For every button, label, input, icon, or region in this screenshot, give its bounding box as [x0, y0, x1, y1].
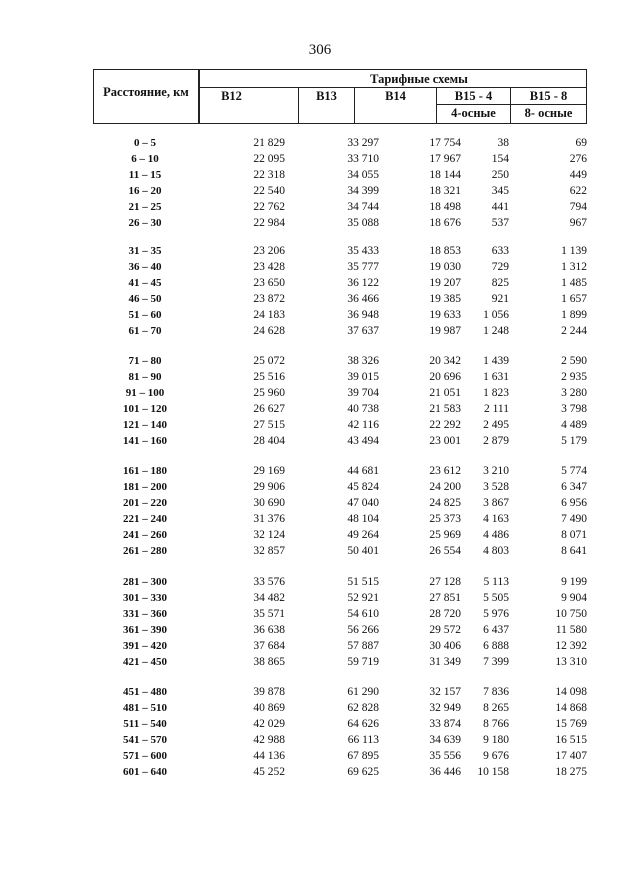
distance-group [0, 355, 640, 452]
b15-8-cell: 5 774 [561, 465, 587, 477]
distance-cell: 301 – 330 [123, 592, 167, 605]
distance-cell: 21 – 25 [128, 201, 162, 214]
b14-cell: 32 949 [429, 702, 461, 715]
b12-cell: 28 404 [253, 435, 285, 448]
b14-cell: 29 572 [429, 624, 461, 637]
distance-cell: 51 – 60 [128, 309, 162, 322]
b13-cell: 50 401 [347, 545, 379, 558]
b15-8-cell: 14 098 [555, 686, 587, 698]
b12-cell: 37 684 [253, 640, 285, 653]
b12-cell: 22 984 [253, 217, 285, 230]
b15-8-cell: 622 [569, 185, 587, 198]
distance-cell: 101 – 120 [123, 403, 167, 416]
b15-4-cell: 9 676 [483, 750, 509, 763]
distance-group [0, 245, 640, 342]
b15-8-cell: 449 [569, 169, 587, 182]
b14-cell: 27 851 [429, 592, 461, 605]
b15-4-cell: 8 766 [483, 718, 509, 731]
b13-cell: 35 777 [347, 261, 379, 274]
b15-4-cell: 9 180 [483, 734, 509, 747]
b14-cell: 27 128 [429, 576, 461, 588]
b12-cell: 23 428 [253, 261, 285, 274]
b13-cell: 61 290 [347, 686, 379, 698]
b13-cell: 37 637 [347, 325, 379, 338]
b15-4-cell: 825 [491, 277, 509, 290]
b12-cell: 24 628 [253, 325, 285, 338]
b14-cell: 30 406 [429, 640, 461, 653]
b13-cell: 40 738 [347, 403, 379, 416]
b15-4-cell: 4 803 [483, 545, 509, 558]
distance-cell: 0 – 5 [134, 137, 156, 149]
b14-cell: 18 321 [429, 185, 461, 198]
table-row [0, 656, 640, 672]
b15-4-cell: 1 631 [483, 371, 509, 384]
distance-cell: 361 – 390 [123, 624, 167, 637]
b15-8-cell: 9 904 [561, 592, 587, 605]
table-row [0, 435, 640, 451]
b12-cell: 29 906 [253, 481, 285, 494]
b15-8-cell: 6 956 [561, 497, 587, 510]
table-row [0, 624, 640, 640]
b15-8-cell: 7 490 [561, 513, 587, 526]
b13-cell: 62 828 [347, 702, 379, 715]
distance-cell: 481 – 510 [123, 702, 167, 715]
b14-cell: 18 144 [429, 169, 461, 182]
header-b15-4: В15 - 4 [454, 89, 493, 103]
b12-cell: 44 136 [253, 750, 285, 763]
b13-cell: 52 921 [347, 592, 379, 605]
b13-cell: 34 055 [347, 169, 379, 182]
b13-cell: 51 515 [347, 576, 379, 588]
b15-8-cell: 2 590 [561, 355, 587, 367]
b15-4-cell: 154 [491, 153, 509, 166]
b15-4-cell: 5 976 [483, 608, 509, 621]
b15-4-cell: 1 248 [483, 325, 509, 338]
b14-cell: 19 987 [429, 325, 461, 338]
b15-8-cell: 8 641 [561, 545, 587, 558]
header-b13: В13 [316, 89, 337, 103]
b13-cell: 39 704 [347, 387, 379, 400]
distance-group [0, 465, 640, 562]
b12-cell: 31 376 [253, 513, 285, 526]
b14-cell: 17 967 [429, 153, 461, 166]
b13-cell: 35 088 [347, 217, 379, 230]
distance-cell: 26 – 30 [128, 217, 162, 230]
b12-cell: 35 571 [253, 608, 285, 621]
b13-cell: 59 719 [347, 656, 379, 669]
distance-cell: 281 – 300 [123, 576, 167, 588]
distance-cell: 91 – 100 [125, 387, 165, 400]
b15-4-cell: 2 495 [483, 419, 509, 432]
b13-cell: 42 116 [347, 419, 379, 432]
b13-cell: 64 626 [347, 718, 379, 731]
b12-cell: 22 540 [253, 185, 285, 198]
b13-cell: 48 104 [347, 513, 379, 526]
b15-4-cell: 633 [491, 245, 509, 257]
header-b15-8: В15 - 8 [529, 89, 568, 103]
b15-8-cell: 2 244 [561, 325, 587, 338]
b14-cell: 21 051 [429, 387, 461, 400]
b12-cell: 39 878 [253, 686, 285, 698]
header-divider [198, 87, 586, 88]
b14-cell: 34 639 [429, 734, 461, 747]
b15-8-cell: 3 798 [561, 403, 587, 416]
b12-cell: 21 829 [253, 137, 285, 149]
b15-8-cell: 13 310 [555, 656, 587, 669]
b12-cell: 26 627 [253, 403, 285, 416]
b12-cell: 25 516 [253, 371, 285, 384]
b15-4-cell: 1 056 [483, 309, 509, 322]
b15-4-cell: 5 113 [483, 576, 509, 588]
b14-cell: 22 292 [429, 419, 461, 432]
table-row [0, 261, 640, 277]
b12-cell: 32 124 [253, 529, 285, 542]
b12-cell: 33 576 [253, 576, 285, 588]
b15-8-cell: 12 392 [555, 640, 587, 653]
distance-cell: 81 – 90 [128, 371, 162, 384]
b15-8-cell: 4 489 [561, 419, 587, 432]
b15-8-cell: 2 935 [561, 371, 587, 384]
distance-cell: 601 – 640 [123, 766, 167, 779]
b15-8-cell: 794 [569, 201, 587, 214]
b15-4-cell: 8 265 [483, 702, 509, 715]
table-row [0, 608, 640, 624]
b15-4-cell: 1 439 [483, 355, 509, 367]
b13-cell: 43 494 [347, 435, 379, 448]
b14-cell: 33 874 [429, 718, 461, 731]
b15-8-cell: 10 750 [555, 608, 587, 621]
distance-cell: 451 – 480 [123, 686, 167, 698]
b13-cell: 34 744 [347, 201, 379, 214]
distance-cell: 161 – 180 [123, 465, 167, 477]
table-row [0, 201, 640, 217]
b14-cell: 20 696 [429, 371, 461, 384]
b15-8-cell: 1 312 [561, 261, 587, 274]
distance-cell: 16 – 20 [128, 185, 162, 198]
b12-cell: 25 960 [253, 387, 285, 400]
b15-4-cell: 3 210 [483, 465, 509, 477]
table-row [0, 169, 640, 185]
table-row [0, 137, 640, 153]
b12-cell: 27 515 [253, 419, 285, 432]
b15-8-cell: 1 899 [561, 309, 587, 322]
b15-8-cell: 1 485 [561, 277, 587, 290]
b14-cell: 20 342 [429, 355, 461, 367]
header-b15-8-sub: 8- осные [524, 106, 573, 120]
table-row [0, 355, 640, 371]
distance-cell: 391 – 420 [123, 640, 167, 653]
table-row [0, 217, 640, 233]
b15-4-cell: 6 888 [483, 640, 509, 653]
distance-cell: 36 – 40 [128, 261, 162, 274]
table-row [0, 766, 640, 782]
b13-cell: 54 610 [347, 608, 379, 621]
table-row [0, 592, 640, 608]
b15-8-cell: 18 275 [555, 766, 587, 779]
table-row [0, 718, 640, 734]
b15-4-cell: 10 158 [477, 766, 509, 779]
b12-cell: 23 206 [253, 245, 285, 257]
b15-8-cell: 17 407 [555, 750, 587, 763]
b15-8-cell: 8 071 [561, 529, 587, 542]
b15-4-cell: 38 [497, 137, 509, 149]
distance-cell: 71 – 80 [128, 355, 162, 367]
distance-cell: 61 – 70 [128, 325, 162, 338]
b15-4-cell: 250 [491, 169, 509, 182]
b14-cell: 21 583 [429, 403, 461, 416]
b14-cell: 28 720 [429, 608, 461, 621]
table-row [0, 293, 640, 309]
table-row [0, 185, 640, 201]
b12-cell: 42 029 [253, 718, 285, 731]
b12-cell: 40 869 [253, 702, 285, 715]
header-b12: В12 [221, 89, 242, 103]
b13-cell: 47 040 [347, 497, 379, 510]
b15-8-cell: 69 [575, 137, 587, 149]
b15-8-cell: 9 199 [561, 576, 587, 588]
b15-4-cell: 5 505 [483, 592, 509, 605]
table-row [0, 734, 640, 750]
b15-8-cell: 15 769 [555, 718, 587, 731]
distance-cell: 421 – 450 [123, 656, 167, 669]
b12-cell: 24 183 [253, 309, 285, 322]
distance-cell: 571 – 600 [123, 750, 167, 763]
b13-cell: 33 710 [347, 153, 379, 166]
b14-cell: 19 633 [429, 309, 461, 322]
table-row [0, 309, 640, 325]
b14-cell: 24 200 [429, 481, 461, 494]
b12-cell: 23 872 [253, 293, 285, 306]
b13-cell: 36 466 [347, 293, 379, 306]
b12-cell: 22 095 [253, 153, 285, 166]
distance-group [0, 576, 640, 673]
b12-cell: 32 857 [253, 545, 285, 558]
table-row [0, 702, 640, 718]
distance-group [0, 686, 640, 783]
b14-cell: 26 554 [429, 545, 461, 558]
b14-cell: 23 001 [429, 435, 461, 448]
table-row [0, 529, 640, 545]
b15-4-cell: 4 486 [483, 529, 509, 542]
header-b14: В14 [385, 89, 406, 103]
distance-group [0, 137, 640, 234]
table-row [0, 371, 640, 387]
b15-4-cell: 729 [491, 261, 509, 274]
b15-8-cell: 1 139 [561, 245, 587, 257]
b13-cell: 66 113 [347, 734, 379, 747]
table-row [0, 465, 640, 481]
b14-cell: 36 446 [429, 766, 461, 779]
b14-cell: 18 853 [429, 245, 461, 257]
b15-4-cell: 2 111 [483, 403, 509, 416]
distance-cell: 31 – 35 [128, 245, 162, 257]
distance-cell: 221 – 240 [123, 513, 167, 526]
b15-4-cell: 3 867 [483, 497, 509, 510]
b12-cell: 23 650 [253, 277, 285, 290]
b14-cell: 17 754 [429, 137, 461, 149]
distance-cell: 261 – 280 [123, 545, 167, 558]
header-tariff-schemes: Тарифные схемы [370, 72, 468, 86]
b12-cell: 45 252 [253, 766, 285, 779]
table-row [0, 245, 640, 261]
table-row [0, 153, 640, 169]
table-row [0, 387, 640, 403]
table-row [0, 686, 640, 702]
b14-cell: 19 030 [429, 261, 461, 274]
b14-cell: 32 157 [429, 686, 461, 698]
b15-8-cell: 6 347 [561, 481, 587, 494]
b14-cell: 19 207 [429, 277, 461, 290]
table-row [0, 277, 640, 293]
b13-cell: 36 122 [347, 277, 379, 290]
b15-4-cell: 7 399 [483, 656, 509, 669]
distance-cell: 181 – 200 [123, 481, 167, 494]
b13-cell: 67 895 [347, 750, 379, 763]
table-row [0, 325, 640, 341]
b12-cell: 22 318 [253, 169, 285, 182]
distance-cell: 6 – 10 [131, 153, 159, 166]
b15-4-cell: 7 836 [483, 686, 509, 698]
b14-cell: 19 385 [429, 293, 461, 306]
b13-cell: 45 824 [347, 481, 379, 494]
b13-cell: 44 681 [347, 465, 379, 477]
b14-cell: 23 612 [429, 465, 461, 477]
b15-4-cell: 2 879 [483, 435, 509, 448]
b13-cell: 33 297 [347, 137, 379, 149]
distance-cell: 541 – 570 [123, 734, 167, 747]
b15-4-cell: 921 [491, 293, 509, 306]
distance-cell: 11 – 15 [128, 169, 162, 182]
b13-cell: 56 266 [347, 624, 379, 637]
b12-cell: 34 482 [253, 592, 285, 605]
distance-cell: 141 – 160 [123, 435, 167, 448]
b14-cell: 31 349 [429, 656, 461, 669]
b15-4-cell: 4 163 [483, 513, 509, 526]
distance-cell: 41 – 45 [128, 277, 162, 290]
table-row [0, 545, 640, 561]
b12-cell: 30 690 [253, 497, 285, 510]
b15-8-cell: 14 868 [555, 702, 587, 715]
b13-cell: 49 264 [347, 529, 379, 542]
b13-cell: 39 015 [347, 371, 379, 384]
b15-4-cell: 441 [491, 201, 509, 214]
b15-4-cell: 3 528 [483, 481, 509, 494]
b15-4-cell: 6 437 [483, 624, 509, 637]
distance-cell: 201 – 220 [123, 497, 167, 510]
b14-cell: 25 969 [429, 529, 461, 542]
b15-8-cell: 11 580 [555, 624, 587, 637]
b14-cell: 25 373 [429, 513, 461, 526]
b14-cell: 18 676 [429, 217, 461, 230]
b13-cell: 36 948 [347, 309, 379, 322]
b15-8-cell: 5 179 [561, 435, 587, 448]
distance-cell: 331 – 360 [123, 608, 167, 621]
b12-cell: 42 988 [253, 734, 285, 747]
b15-4-cell: 537 [491, 217, 509, 230]
header-divider [436, 104, 586, 105]
table-row [0, 576, 640, 592]
b13-cell: 35 433 [347, 245, 379, 257]
b13-cell: 57 887 [347, 640, 379, 653]
b15-4-cell: 1 823 [483, 387, 509, 400]
b13-cell: 34 399 [347, 185, 379, 198]
table-row [0, 750, 640, 766]
b15-8-cell: 967 [569, 217, 587, 230]
b15-8-cell: 3 280 [561, 387, 587, 400]
b13-cell: 38 326 [347, 355, 379, 367]
header-b15-4-sub: 4-осные [451, 106, 496, 120]
b12-cell: 36 638 [253, 624, 285, 637]
b15-8-cell: 1 657 [561, 293, 587, 306]
table-row [0, 497, 640, 513]
page-number: 306 [308, 42, 332, 58]
table-row [0, 403, 640, 419]
b14-cell: 18 498 [429, 201, 461, 214]
b14-cell: 24 825 [429, 497, 461, 510]
b13-cell: 69 625 [347, 766, 379, 779]
b12-cell: 38 865 [253, 656, 285, 669]
b15-8-cell: 16 515 [555, 734, 587, 747]
b15-4-cell: 345 [491, 185, 509, 198]
distance-cell: 121 – 140 [123, 419, 167, 432]
table-row [0, 419, 640, 435]
table-header [93, 69, 587, 124]
b12-cell: 29 169 [253, 465, 285, 477]
distance-cell: 511 – 540 [123, 718, 167, 731]
b14-cell: 35 556 [429, 750, 461, 763]
table-row [0, 640, 640, 656]
distance-cell: 241 – 260 [123, 529, 167, 542]
distance-cell: 46 – 50 [128, 293, 162, 306]
b15-8-cell: 276 [569, 153, 587, 166]
b12-cell: 22 762 [253, 201, 285, 214]
table-row [0, 481, 640, 497]
b12-cell: 25 072 [253, 355, 285, 367]
table-row [0, 513, 640, 529]
header-distance: Расстояние, км [103, 85, 189, 99]
